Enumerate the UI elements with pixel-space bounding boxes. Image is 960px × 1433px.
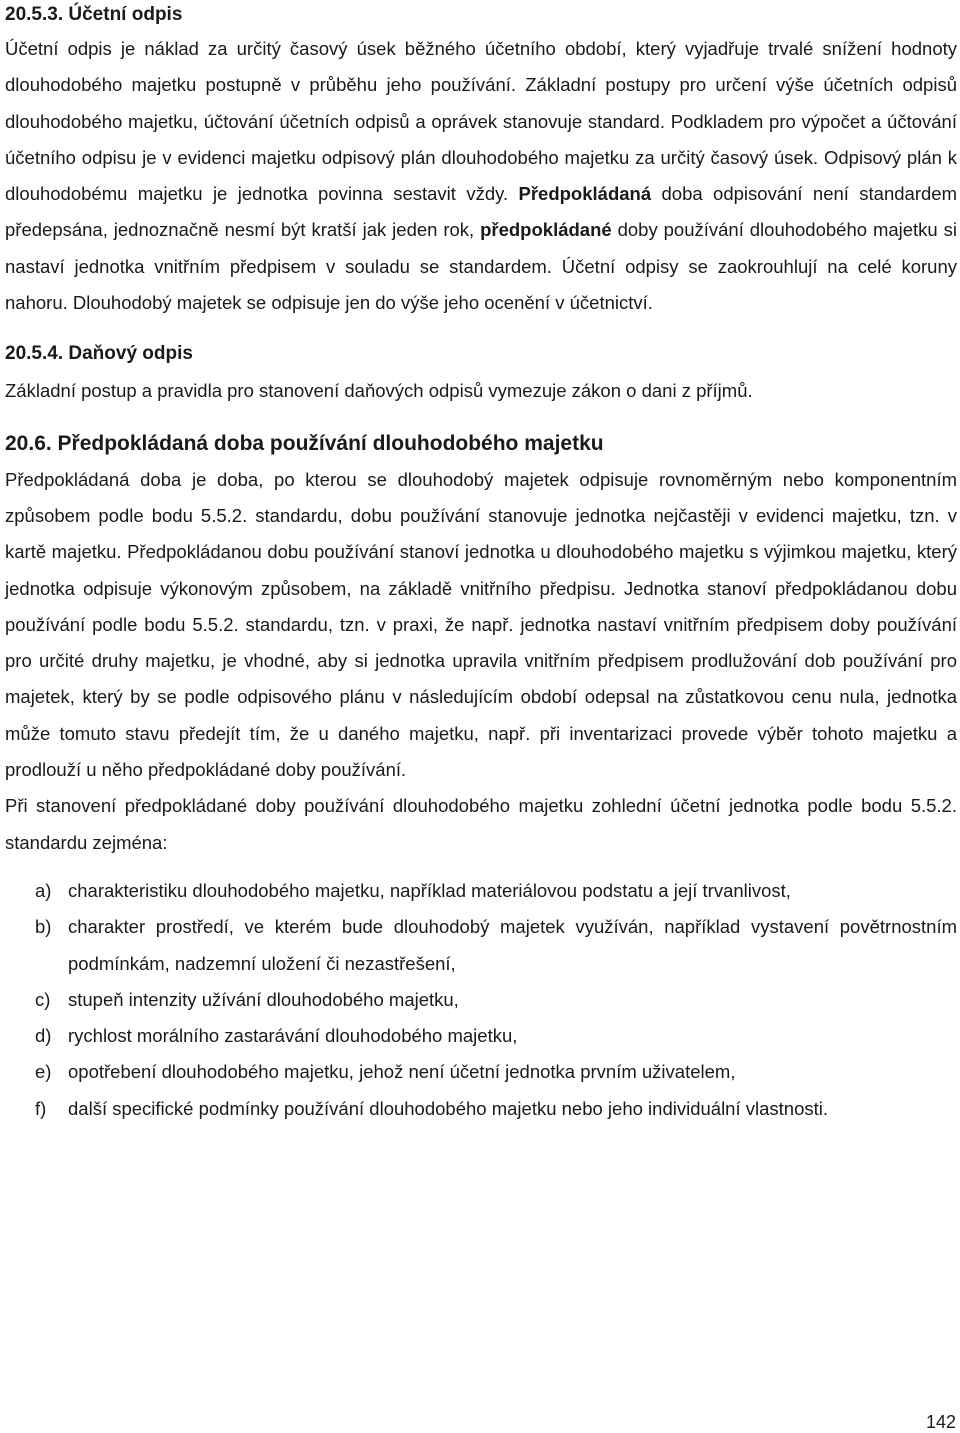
criteria-list [5, 873, 957, 1127]
list-item [5, 1018, 957, 1054]
paragraph-predpokladana-doba: Předpokládaná doba je doba, po kterou se dlouhodobý majetek odpisuje rovnoměrným nebo komponentním způsobem podle bodu 5.5.2. standardu, dobu používání stanovuje jednotka nejčastěji v evidenci majetku, tzn. v kartě majetku. Předpokládanou dobu používání stanoví jednotka u dlouhodobého majetku s výjimkou majetku, který jednotka odpisuje výkonovým způsobem, na základě vnitřního předpisu. Jednotka stanoví předpokládanou dobu používání podle bodu 5.5.2. standardu, tzn. v praxi, že např. jednotka nastaví vnitřním předpisem doby používání pro určité druhy majetku, je vhodné, aby si jednotka upravila vnitřním předpisem prodlužování dob používání pro majetek, který by se podle odpisového plánu v následujícím období odepsal na zůstatkovou cenu nula, jednotka může tomuto stavu předejít tím, že u daného majetku, např. při inventarizaci provede výběr tohoto majetku a prodlouží u něho předpokládané doby používání. [5, 468, 957, 781]
list-marker: a) [35, 879, 52, 901]
list-item [5, 909, 957, 982]
bold-term: Předpokládaná [518, 183, 652, 205]
list-item-text: opotřebení dlouhodobého majetku, jehož není účetní jednotka prvním uživatelem, [68, 1061, 736, 1083]
list-item-text: rychlost morálního zastarávání dlouhodobého majetku, [68, 1025, 518, 1047]
text-run: Účetní odpis je náklad za určitý časový úsek běžného účetního období, který vyjadřuje trvalé snížení hodnoty dlouhodobého majetku postupně v průběhu jeho používání. Základní postupy pro určení výše účetních odpisů dlouhodobého majetku, účtování účetních odpisů a oprávek stanovuje standard. Podkladem pro výpočet a účtování účetního odpisu je v evidenci majetku odpisový plán dlouhodobého majetku za určitý časový úsek. Odpisový plán k dlouhodobému majetku je jednotka povinna sestavit vždy. [5, 38, 957, 205]
list-item [5, 1091, 957, 1127]
text-run: doba odpisování není standardem předepsána, jednoznačně nesmí být kratší jak jeden rok, [5, 183, 957, 241]
list-marker: f) [35, 1097, 47, 1119]
paragraph-ucetni-odpis [5, 31, 957, 321]
bold-term: předpokládané [480, 219, 612, 241]
document-page [5, 0, 957, 1127]
section-heading-ucetni-odpis: 20.5.3. Účetní odpis [5, 4, 183, 25]
text-run: doby používání dlouhodobého majetku si nastaví jednotka vnitřním předpisem v souladu se standardem. Účetní odpisy se zaokrouhlují na celé koruny nahoru. Dlouhodobý majetek se odpisuje jen do výše jeho ocenění v účetnictví. [5, 219, 957, 314]
paragraph-danovy-odpis: Základní postup a pravidla pro stanovení daňových odpisů vymezuje zákon o dani z příjmů. [5, 380, 753, 402]
list-item [5, 1054, 957, 1090]
page-number: 142 [925, 1412, 956, 1432]
list-item-text: další specifické podmínky používání dlouhodobého majetku nebo jeho individuální vlastnosti. [68, 1097, 829, 1119]
list-marker: c) [35, 988, 51, 1010]
list-marker: b) [35, 916, 52, 938]
list-item-text: charakteristiku dlouhodobého majetku, například materiálovou podstatu a její trvanlivost, [68, 879, 791, 901]
list-item [5, 982, 957, 1018]
list-item-text: charakter prostředí, ve kterém bude dlouhodobý majetek využíván, například vystavení povětrnostním podmínkám, nadzemní uložení či nezastřešení, [68, 916, 957, 974]
section-heading-predpokladana-doba: 20.6. Předpokládaná doba používání dlouhodobého majetku [5, 431, 604, 455]
list-marker: d) [35, 1025, 52, 1047]
list-item [5, 873, 957, 909]
list-item-text: stupeň intenzity užívání dlouhodobého majetku, [68, 988, 459, 1010]
section-heading-danovy-odpis: 20.5.4. Daňový odpis [5, 343, 193, 365]
list-marker: e) [35, 1061, 52, 1083]
paragraph-pri-stanoveni: Při stanovení předpokládané doby používání dlouhodobého majetku zohlední účetní jednotka podle bodu 5.5.2. standardu zejména: [5, 795, 957, 853]
